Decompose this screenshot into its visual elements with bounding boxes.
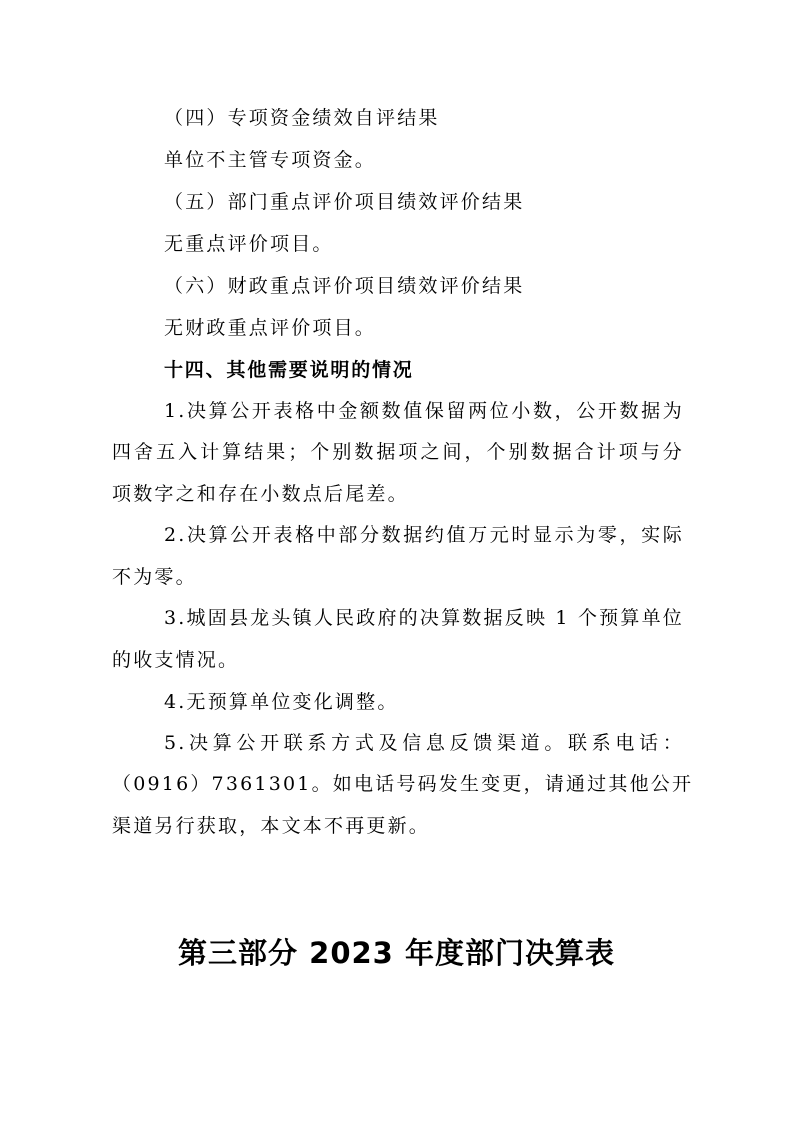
item-1-line-2: 四舍五入计算结果；个别数据项之间，个别数据合计项与分 bbox=[112, 441, 684, 463]
item-3-line-2: 的收支情况。 bbox=[112, 649, 240, 671]
item-5-line-3: 渠道另行获取，本文本不再更新。 bbox=[112, 815, 431, 837]
section-5-text: 无重点评价项目。 bbox=[164, 233, 334, 255]
section-4-heading: （四）专项资金绩效自评结果 bbox=[164, 107, 440, 129]
other-notes-heading: 十四、其他需要说明的情况 bbox=[164, 359, 414, 381]
item-3-line-1: 3.城固县龙头镇人民政府的决算数据反映 1 个预算单位 bbox=[164, 607, 684, 629]
section-6-heading: （六）财政重点评价项目绩效评价结果 bbox=[164, 275, 525, 297]
item-2-line-2: 不为零。 bbox=[112, 566, 197, 588]
item-1-line-1: 1.决算公开表格中金额数值保留两位小数，公开数据为 bbox=[164, 400, 684, 422]
part-three-title: 第三部分 2023 年度部门决算表 bbox=[178, 936, 615, 970]
section-5-heading: （五）部门重点评价项目绩效评价结果 bbox=[164, 191, 525, 213]
item-4-line-1: 4.无预算单位变化调整。 bbox=[164, 691, 399, 713]
item-1-line-3: 项数字之和存在小数点后尾差。 bbox=[112, 483, 409, 505]
item-2-line-1: 2.决算公开表格中部分数据约值万元时显示为零，实际 bbox=[164, 524, 684, 546]
section-4-text: 单位不主管专项资金。 bbox=[164, 149, 377, 171]
item-5-line-1: 5.决算公开联系方式及信息反馈渠道。联系电话： bbox=[164, 732, 684, 754]
section-6-text: 无财政重点评价项目。 bbox=[164, 317, 377, 339]
item-5-line-2: （0916）7361301。如电话号码发生变更，请通过其他公开 bbox=[112, 773, 694, 795]
